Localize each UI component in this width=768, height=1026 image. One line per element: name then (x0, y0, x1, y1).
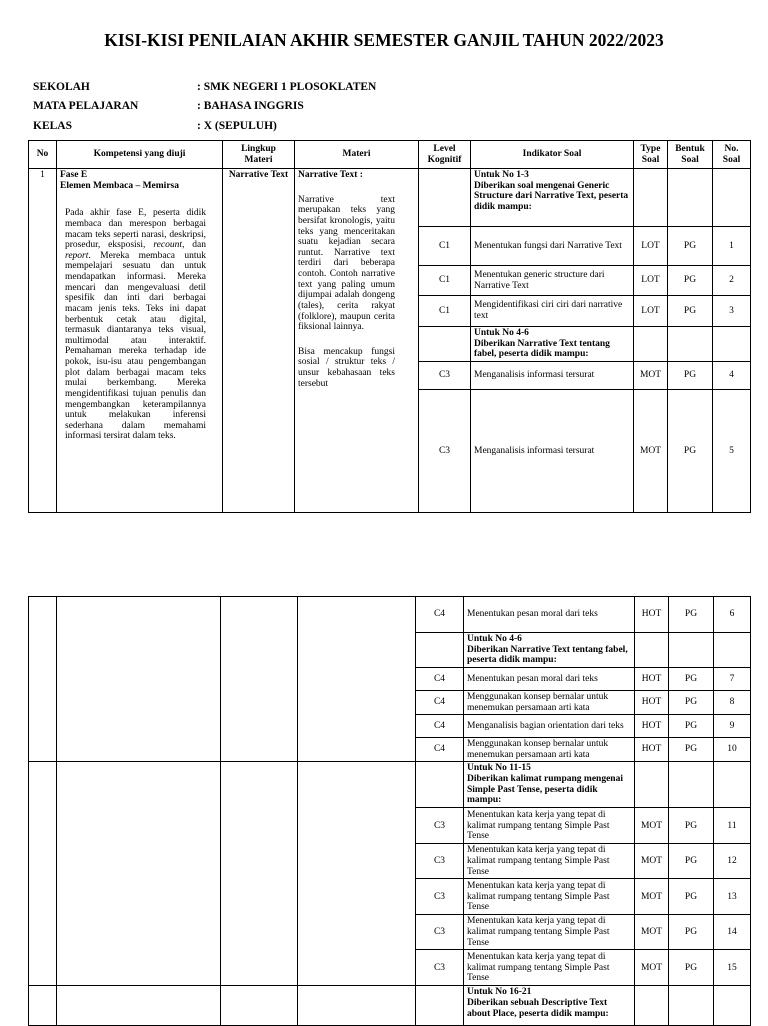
indikator-cell: Menentukan kata kerja yang tepat di kalimat rumpang tentang Simple Past Tense (464, 950, 635, 986)
kompetensi-cell (57, 762, 221, 986)
type-cell: MOT (635, 915, 669, 950)
level-cell: C3 (416, 879, 464, 915)
row-number (29, 986, 57, 1026)
level-cell: C3 (416, 808, 464, 844)
kompetensi-cell (57, 169, 223, 513)
type-cell: HOT (635, 715, 669, 738)
nosoal-cell: 5 (713, 389, 751, 512)
bentuk-cell: PG (669, 808, 714, 844)
group-header-cell: Untuk No 11-15 Diberikan kalimat rumpang mengenai Simple Past Tense, peserta didik mampu: (464, 762, 635, 808)
lingkup-cell (221, 762, 298, 986)
nosoal-cell: 6 (714, 597, 751, 633)
bentuk-cell: PG (668, 389, 713, 512)
nosoal-cell: 15 (714, 950, 751, 986)
bentuk-cell: PG (668, 266, 713, 296)
level-cell: C1 (419, 296, 471, 327)
grid-table-page2 (28, 596, 751, 1026)
nosoal-cell: 7 (714, 667, 751, 690)
level-cell: C3 (416, 950, 464, 986)
materi-title: Narrative Text : (298, 170, 363, 180)
header-nosoal: No. Soal (713, 141, 751, 169)
bentuk-cell: PG (669, 950, 714, 986)
type-cell: HOT (635, 738, 669, 762)
type-cell: LOT (634, 227, 668, 266)
level-cell: C4 (416, 690, 464, 714)
table-row (29, 986, 751, 1026)
nosoal-cell: 10 (714, 738, 751, 762)
row-number (29, 762, 57, 986)
meta-label: SEKOLAH (33, 81, 90, 93)
indikator-cell: Menentukan kata kerja yang tepat di kalimat rumpang tentang Simple Past Tense (464, 879, 635, 915)
grid-table-page1 (28, 140, 751, 513)
indikator-cell: Menentukan generic structure dari Narrative Text (471, 266, 634, 296)
indikator-cell: Menentukan kata kerja yang tepat di kalimat rumpang tentang Simple Past Tense (464, 844, 635, 879)
nosoal-cell: 11 (714, 808, 751, 844)
level-cell: C1 (419, 266, 471, 296)
nosoal-cell: 9 (714, 715, 751, 738)
level-cell: C3 (419, 361, 471, 389)
nosoal-cell: 2 (713, 266, 751, 296)
level-cell (416, 633, 464, 668)
nosoal-cell: 14 (714, 915, 751, 950)
nosoal-cell (713, 169, 751, 227)
bentuk-cell: PG (669, 715, 714, 738)
nosoal-cell: 3 (713, 296, 751, 327)
type-cell: MOT (635, 950, 669, 986)
type-cell (635, 633, 669, 668)
materi-cell (298, 597, 416, 762)
meta-label: MATA PELAJARAN (33, 100, 139, 112)
type-cell: HOT (635, 597, 669, 633)
bentuk-cell (669, 762, 714, 808)
type-cell: LOT (634, 296, 668, 327)
level-cell: C3 (416, 844, 464, 879)
level-cell (419, 169, 471, 227)
materi-cell (298, 986, 416, 1026)
nosoal-cell: 8 (714, 690, 751, 714)
materi-cell (295, 169, 419, 513)
indikator-cell: Menentukan pesan moral dari teks (464, 597, 635, 633)
bentuk-cell: PG (669, 844, 714, 879)
group-header-cell: Untuk No 16-21 Diberikan sebuah Descriptive Text about Place, peserta didik mampu: (464, 986, 635, 1026)
indikator-cell: Menggunakan konsep bernalar untuk menemukan persamaan arti kata (464, 738, 635, 762)
meta-label: KELAS (33, 120, 72, 132)
header-lingkup: Lingkup Materi (223, 141, 295, 169)
level-cell: C3 (419, 389, 471, 512)
indikator-cell: Menentukan kata kerja yang tepat di kalimat rumpang tentang Simple Past Tense (464, 915, 635, 950)
materi-cell (298, 762, 416, 986)
lingkup-cell (221, 986, 298, 1026)
indikator-cell: Menentukan pesan moral dari teks (464, 667, 635, 690)
bentuk-cell (669, 633, 714, 668)
table-row (29, 762, 751, 808)
nosoal-cell (713, 327, 751, 362)
document-title: KISI-KISI PENILAIAN AKHIR SEMESTER GANJIL TAHUN 2022/2023 (104, 30, 664, 50)
bentuk-cell (668, 169, 713, 227)
nosoal-cell (714, 762, 751, 808)
meta-value: : SMK NEGERI 1 PLOSOKLATEN (197, 81, 377, 93)
bentuk-cell: PG (668, 296, 713, 327)
indikator-cell: Menganalisis informasi tersurat (471, 389, 634, 512)
indikator-cell: Menentukan fungsi dari Narrative Text (471, 227, 634, 266)
nosoal-cell (714, 986, 751, 1026)
kompetensi-cell (57, 986, 221, 1026)
indikator-cell: Menggunakan konsep bernalar untuk menemukan persamaan arti kata (464, 690, 635, 714)
nosoal-cell: 4 (713, 361, 751, 389)
group-header-cell: Untuk No 4-6 Diberikan Narrative Text tentang fabel, peserta didik mampu: (471, 327, 634, 362)
fase-heading (57, 169, 222, 192)
type-cell (635, 986, 669, 1026)
materi-paragraph: Bisa mencakup fungsi sosial / struktur teks / unsur kebahasaan teks tersebut (298, 346, 395, 389)
level-cell: C4 (416, 597, 464, 633)
fase-label: Fase E (60, 170, 88, 180)
level-cell: C4 (416, 715, 464, 738)
bentuk-cell: PG (668, 361, 713, 389)
header-level: Level Kognitif (419, 141, 471, 169)
type-cell: HOT (635, 667, 669, 690)
nosoal-cell: 12 (714, 844, 751, 879)
indikator-cell: Mengidentifikasi ciri ciri dari narrative text (471, 296, 634, 327)
kompetensi-cell (57, 597, 221, 762)
bentuk-cell: PG (669, 915, 714, 950)
bentuk-cell (669, 986, 714, 1026)
type-cell (635, 762, 669, 808)
type-cell: MOT (634, 361, 668, 389)
level-cell: C4 (416, 667, 464, 690)
indikator-cell: Menentukan kata kerja yang tepat di kalimat rumpang tentang Simple Past Tense (464, 808, 635, 844)
indikator-cell: Menganalisis bagian orientation dari teks (464, 715, 635, 738)
type-cell: MOT (635, 844, 669, 879)
elemen-label: Elemen Membaca – Memirsa (60, 180, 179, 191)
bentuk-cell: PG (668, 227, 713, 266)
lingkup-cell (221, 597, 298, 762)
type-cell (634, 327, 668, 362)
type-cell (634, 169, 668, 227)
header-indikator: Indikator Soal (471, 141, 634, 169)
nosoal-cell: 13 (714, 879, 751, 915)
header-type: Type Soal (634, 141, 668, 169)
bentuk-cell: PG (669, 738, 714, 762)
level-cell (419, 327, 471, 362)
header-materi: Materi (295, 141, 419, 169)
level-cell: C4 (416, 738, 464, 762)
table-row (29, 597, 751, 633)
type-cell: MOT (635, 879, 669, 915)
kompetensi-text: Pada akhir fase E, peserta didik membaca dan merespon berbagai macam teks seperti narasi, deskripsi, prosedur, eksposisi, recount, dan report. Mereka membaca untuk mempelajari sesuatu dan untuk mendapatkan informasi. Mereka mencari dan mengevaluasi detil spesifik dan inti dari berbagai macam jenis teks. Teks ini dapat berbentuk cetak atau digital, termasuk diantaranya teks visual, multimodal atau interaktif. Pemahaman mereka terhadap ide pokok, isu-isu atau pengembangan plot dalam berbagai macam teks mulai berkembang. Mereka mengidentifikasi tujuan penulis dan mengembangkan keterampilannya untuk melakukan inferensi sederhana dalam memahami informasi tersirat dalam teks. (65, 208, 207, 442)
type-cell: MOT (635, 808, 669, 844)
group-header-cell: Untuk No 4-6 Diberikan Narrative Text tentang fabel, peserta didik mampu: (464, 633, 635, 668)
header-kompetensi: Kompetensi yang diuji (57, 141, 223, 169)
meta-value: : X (SEPULUH) (197, 120, 277, 132)
level-cell: C3 (416, 915, 464, 950)
bentuk-cell: PG (669, 667, 714, 690)
bentuk-cell: PG (669, 597, 714, 633)
materi-paragraph: Narrative text merupakan teks yang bersifat kronologis, yaitu teks yang menceritakan suatu kejadian secara runtut. Narrative text terdiri dari beberapa contoh. Contoh narrative text yang paling umum dijumpai adalah dongeng (tales), cerita rakyat (folklore), maupun cerita fiksional lainnya. (298, 194, 395, 333)
type-cell: MOT (634, 389, 668, 512)
row-number (29, 597, 57, 762)
header-no: No (29, 141, 57, 169)
row-number: 1 (29, 169, 57, 513)
lingkup-cell: Narrative Text (223, 169, 295, 513)
bentuk-cell (668, 327, 713, 362)
bentuk-cell: PG (669, 879, 714, 915)
type-cell: HOT (635, 690, 669, 714)
group-header-cell: Untuk No 1-3 Diberikan soal mengenai Generic Structure dari Narrative Text, peserta didik mampu: (471, 169, 634, 227)
level-cell (416, 762, 464, 808)
indikator-cell: Menganalisis informasi tersurat (471, 361, 634, 389)
level-cell: C1 (419, 227, 471, 266)
level-cell (416, 986, 464, 1026)
nosoal-cell (714, 633, 751, 668)
type-cell: LOT (634, 266, 668, 296)
table-row (29, 169, 751, 227)
nosoal-cell: 1 (713, 227, 751, 266)
meta-value: : BAHASA INGGRIS (197, 100, 304, 112)
bentuk-cell: PG (669, 690, 714, 714)
header-bentuk: Bentuk Soal (668, 141, 713, 169)
